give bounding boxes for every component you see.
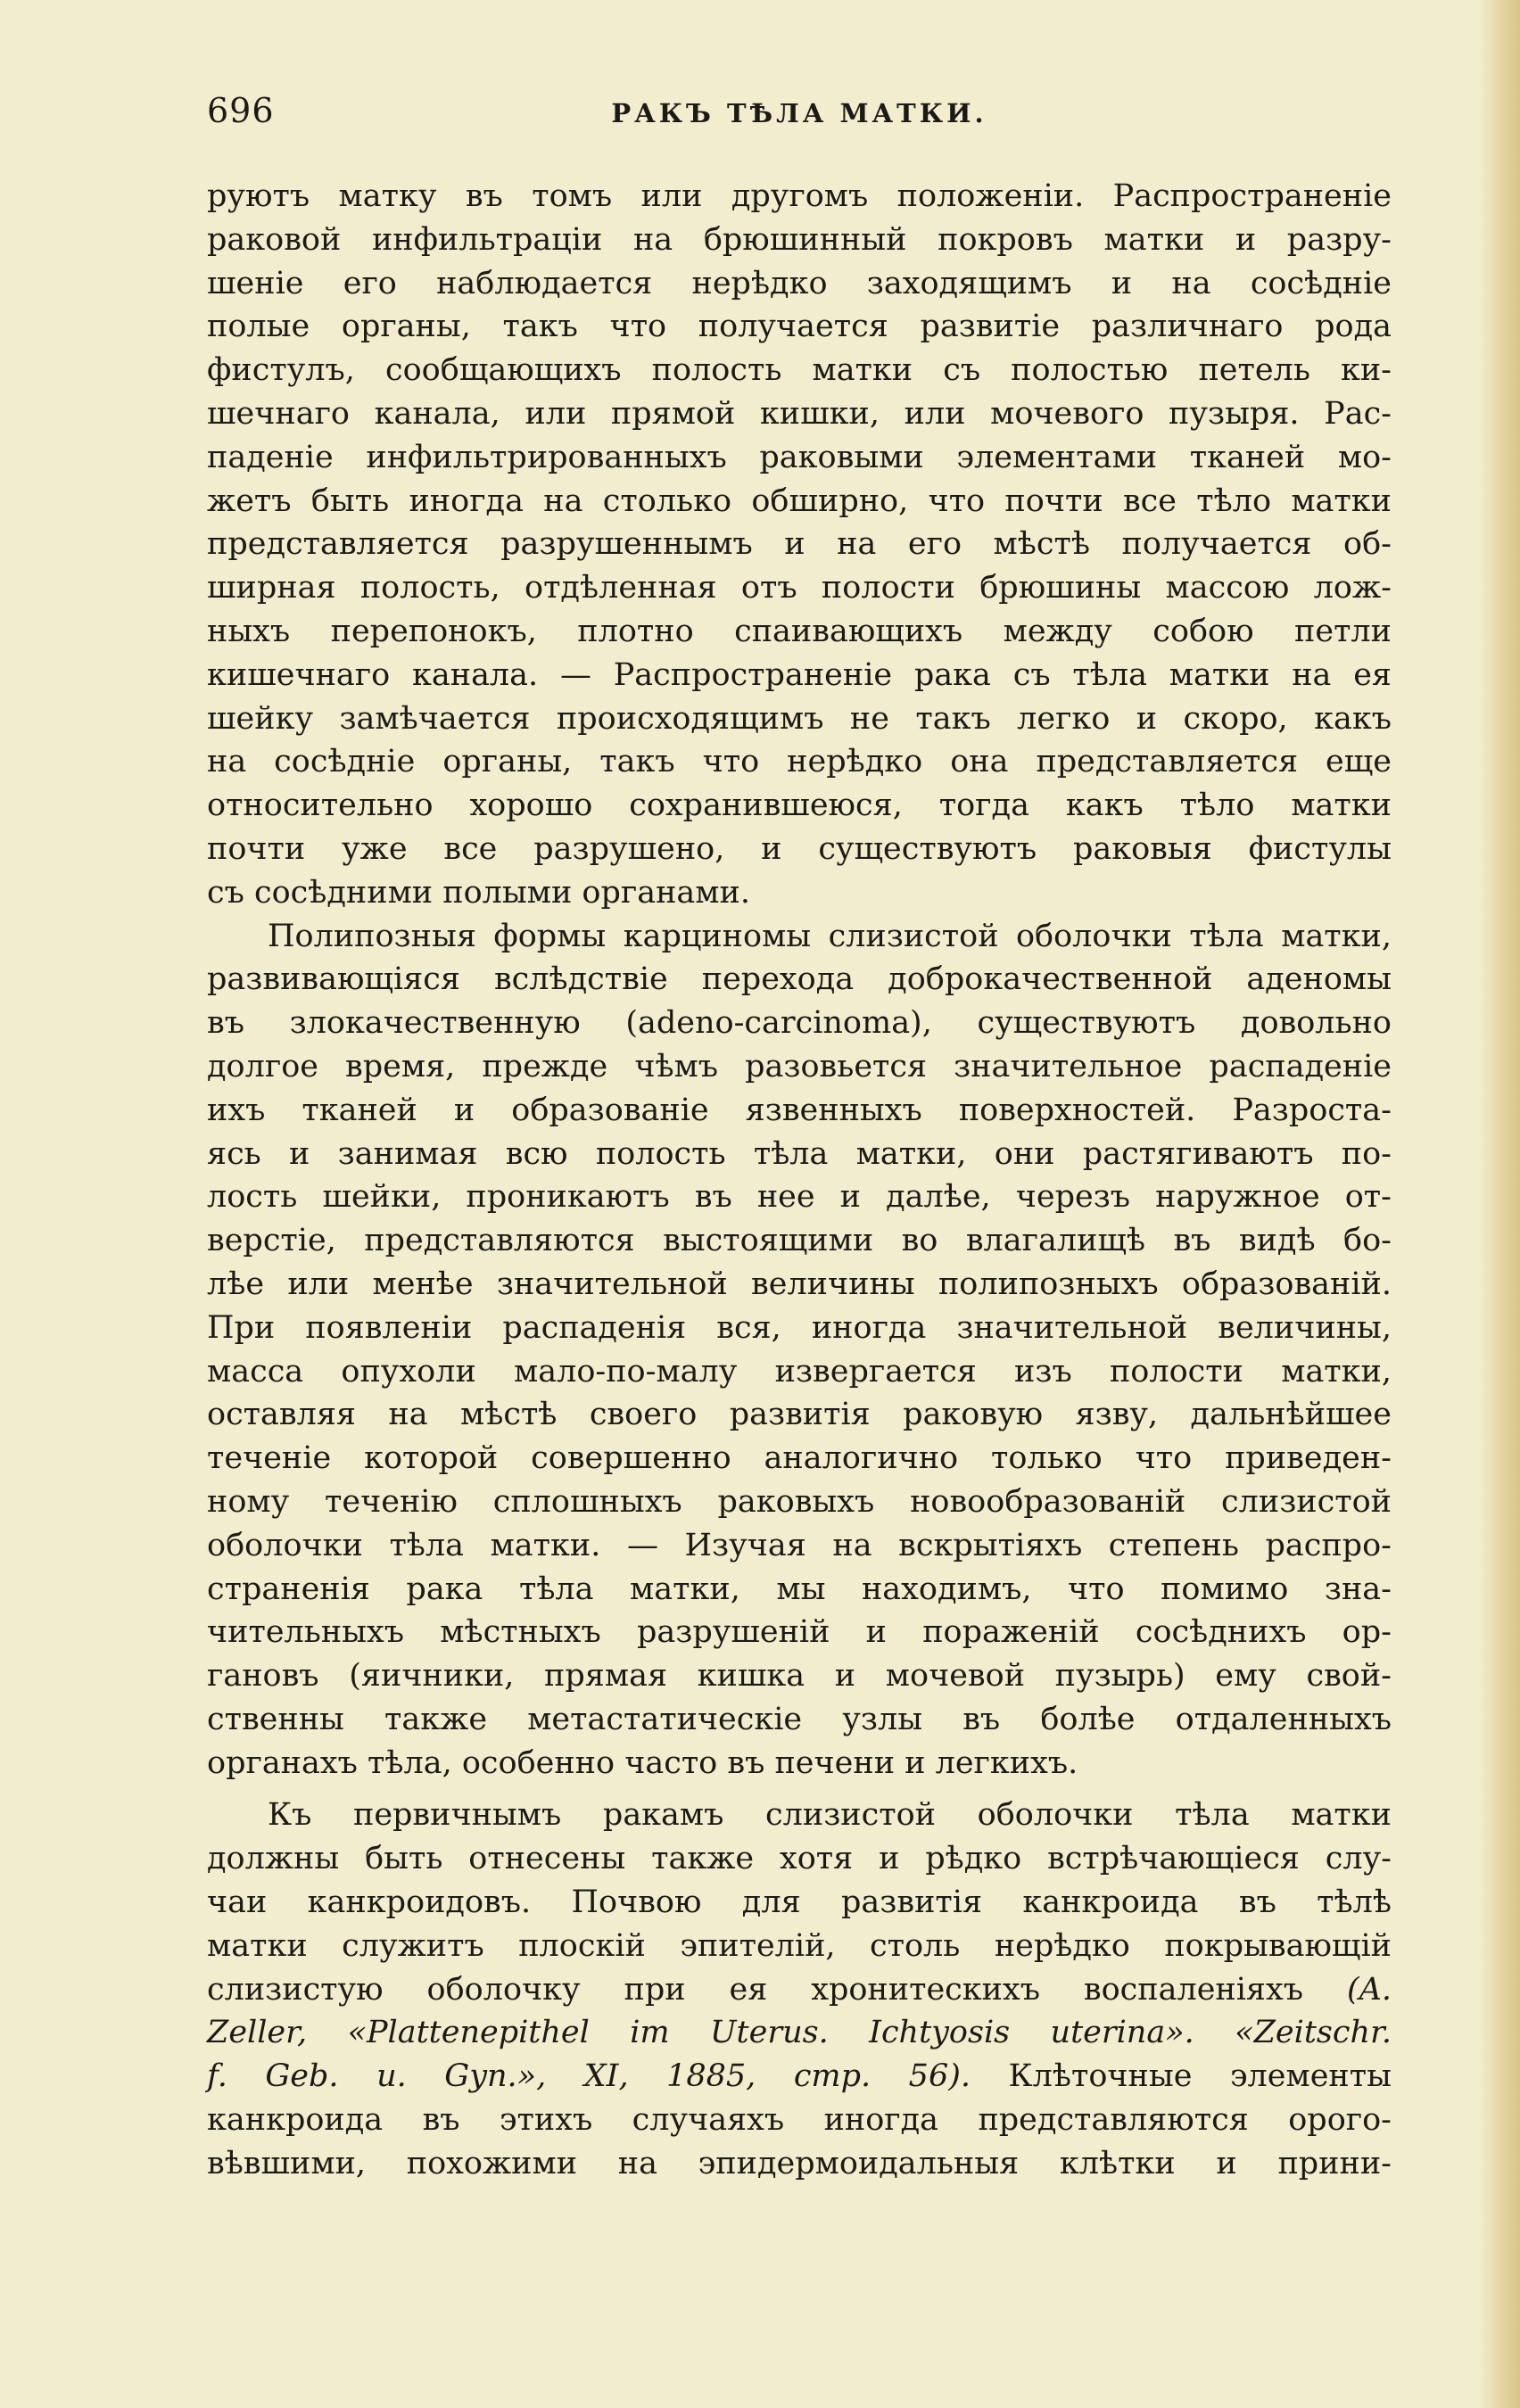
text-line: органахъ тѣла, особенно часто въ печени и легкихъ. — [207, 1744, 1078, 1781]
text-line: оболочки тѣла матки. — Изучая на вскрытіяхъ степень распро- — [207, 1527, 1392, 1563]
text-line: шечнаго канала, или прямой кишки, или мочевого пузыря. Рас- — [207, 395, 1392, 432]
text-line: канкроида въ этихъ случаяхъ иногда представляются орого- — [207, 2102, 1392, 2139]
text-line: ному теченію сплошныхъ раковыхъ новообразованій слизистой — [207, 1483, 1392, 1520]
text-line: чительныхъ мѣстныхъ разрушеній и пораженій сосѣднихъ ор- — [207, 1614, 1392, 1651]
text-line: должны быть отнесены также хотя и рѣдко встрѣчающіеся слу- — [207, 1841, 1392, 1877]
text-line: на сосѣдніе органы, такъ что нерѣдко она представляется еще — [207, 744, 1392, 780]
text-line: верстіе, представляются выстоящими во влагалищѣ въ видѣ бо- — [207, 1223, 1392, 1259]
text-line: оставляя на мѣстѣ своего развитія раковую язву, дальнѣйшее — [207, 1397, 1392, 1433]
text-segment: Клѣточные элементы — [1008, 2058, 1392, 2095]
text-line: лость шейки, проникаютъ въ нее и далѣе, черезъ наружное от- — [207, 1179, 1392, 1216]
text-line: раковой инфильтраціи на брюшинный покровъ матки и разру- — [207, 221, 1392, 258]
text-line: При появленіи распаденія вся, иногда значительной величины, — [207, 1309, 1392, 1346]
text-line: гановъ (яичники, прямая кишка и мочевой пузырь) ему свой- — [207, 1658, 1392, 1695]
text-line: ширная полость, отдѣленная отъ полости брюшины массою лож- — [207, 570, 1392, 606]
citation-text: (A. — [1346, 1971, 1392, 2008]
text-line: почти уже все разрушено, и существуютъ раковыя фистулы — [207, 830, 1392, 867]
body-text — [207, 175, 1392, 2186]
page-number: 696 — [207, 91, 275, 130]
text-line: Полипозныя формы карциномы слизистой оболочки тѣла матки, — [268, 918, 1392, 954]
text-line: шейку замѣчается происходящимъ не такъ легко и скоро, какъ — [207, 700, 1392, 737]
text-line: паденіе инфильтрированныхъ раковыми элементами тканей мо- — [207, 439, 1392, 475]
text-line: фистулъ, сообщающихъ полость матки съ полостью петель ки- — [207, 352, 1392, 389]
text-line: страненія рака тѣла матки, мы находимъ, что помимо зна- — [207, 1571, 1392, 1607]
paragraph-3 — [207, 1794, 1392, 2185]
text-line: лѣе или менѣе значительной величины полипозныхъ образованій. — [207, 1266, 1392, 1302]
text-line: вѣвшими, похожими на эпидермоидальныя клѣтки и прини- — [207, 2145, 1392, 2181]
text-line: долгое время, прежде чѣмъ разовьется значительное распаденіе — [207, 1048, 1392, 1084]
text-line: полые органы, такъ что получается развитіе различнаго рода — [207, 309, 1392, 345]
text-line: ственны также метастатическіе узлы въ болѣе отдаленныхъ — [207, 1701, 1392, 1737]
citation-line: Zeller, «Plattenepithel im Uterus. Ichtyosis uterina». «Zeitschr. — [207, 2015, 1392, 2051]
paragraph-1 — [207, 175, 1392, 915]
text-line: представляется разрушеннымъ и на его мѣстѣ получается об- — [207, 526, 1392, 563]
running-title: РАКЪ ТѢЛА МАТКИ. — [611, 98, 987, 128]
text-line: матки служитъ плоскій эпителій, столь нерѣдко покрывающій — [207, 1927, 1392, 1964]
paragraph-2 — [207, 915, 1392, 1785]
text-line: кишечнаго канала. — Распространеніе рака съ тѣла матки на ея — [207, 656, 1392, 693]
text-line: ныхъ перепонокъ, плотно спаивающихъ между собою петли — [207, 613, 1392, 649]
text-line: съ сосѣдними полыми органами. — [207, 874, 750, 911]
text-line — [207, 1968, 1392, 2012]
text-line: теченіе которой совершенно аналогично только что приведен- — [207, 1440, 1392, 1477]
text-line — [207, 2055, 1392, 2099]
text-line: относительно хорошо сохранившеюся, тогда какъ тѣло матки — [207, 788, 1392, 824]
text-line: шеніе его наблюдается нерѣдко заходящимъ и на сосѣдніе — [207, 265, 1392, 301]
text-line: руютъ матку въ томъ или другомъ положеніи. Распространеніе — [207, 178, 1392, 214]
text-line: въ злокачественную (adeno-carcinoma), существуютъ довольно — [207, 1005, 1392, 1042]
text-segment: слизистую оболочку при ея хронитескихъ воспаленіяхъ — [207, 1971, 1304, 2008]
text-line: масса опухоли мало-по-малу извергается изъ полости матки, — [207, 1353, 1392, 1390]
text-line: Къ первичнымъ ракамъ слизистой оболочки тѣла матки — [268, 1797, 1392, 1834]
page-header — [207, 91, 1392, 136]
text-line: чаи канкроидовъ. Почвою для развитія канкроида въ тѣлѣ — [207, 1884, 1392, 1921]
text-line: ясь и занимая всю полость тѣла матки, они растягиваютъ по- — [207, 1135, 1392, 1172]
citation-text: f. Geb. u. Gyn.», XI, 1885, стр. 56). — [207, 2058, 971, 2095]
text-line: развивающіяся вслѣдствіе перехода доброкачественной аденомы — [207, 961, 1392, 998]
page-edge-shadow — [1479, 0, 1520, 2408]
text-line: ихъ тканей и образованіе язвенныхъ поверхностей. Разроста- — [207, 1092, 1392, 1128]
text-line: жетъ быть иногда на столько обширно, что почти все тѣло матки — [207, 482, 1392, 519]
